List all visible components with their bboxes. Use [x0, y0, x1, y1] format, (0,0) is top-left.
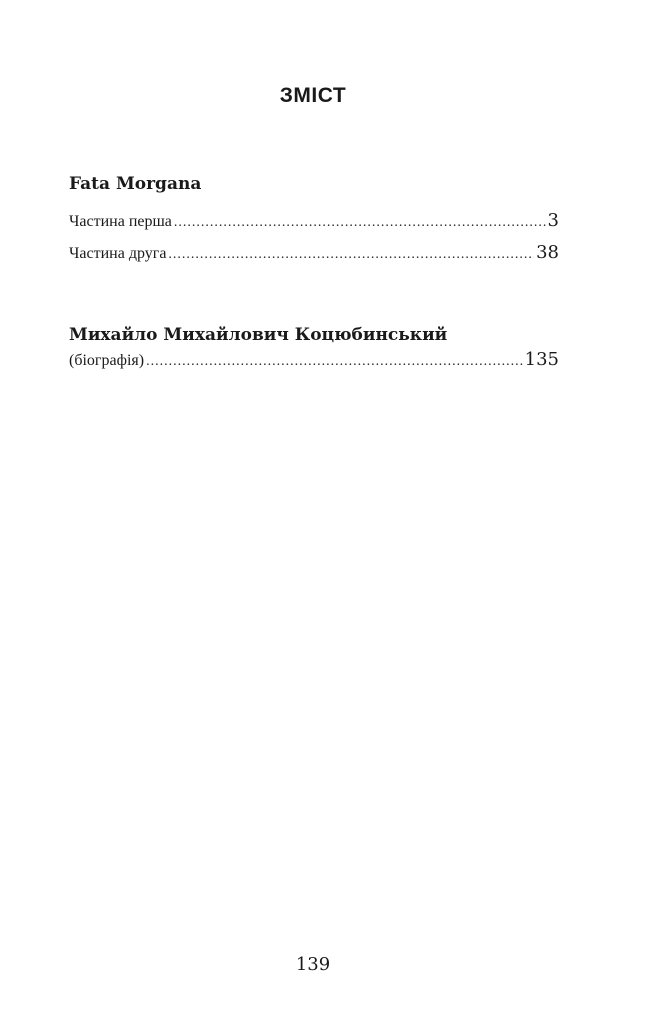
toc-leader-dots [174, 215, 546, 231]
toc-entry[interactable] [69, 242, 559, 263]
toc-entry-page: 38 [536, 242, 559, 263]
toc-entry-page: 135 [524, 349, 559, 370]
toc-entry[interactable] [69, 349, 559, 370]
toc-leader-dots [146, 354, 523, 370]
toc-entry-label: (біографія) [69, 352, 145, 369]
toc-leader-dots [168, 247, 534, 263]
page-number: 139 [295, 954, 331, 975]
section-heading-kotsiubynskyi: Михайло Михайлович Коцюбинський [69, 325, 448, 345]
toc-entry-label: Частина друга [69, 245, 167, 262]
toc-entry-page: 3 [547, 210, 559, 231]
page-title: ЗМІСТ [279, 84, 347, 107]
section-heading-fata-morgana: Fata Morgana [69, 174, 202, 194]
toc-entry-label: Частина перша [69, 213, 172, 230]
toc-entry[interactable] [69, 210, 559, 231]
